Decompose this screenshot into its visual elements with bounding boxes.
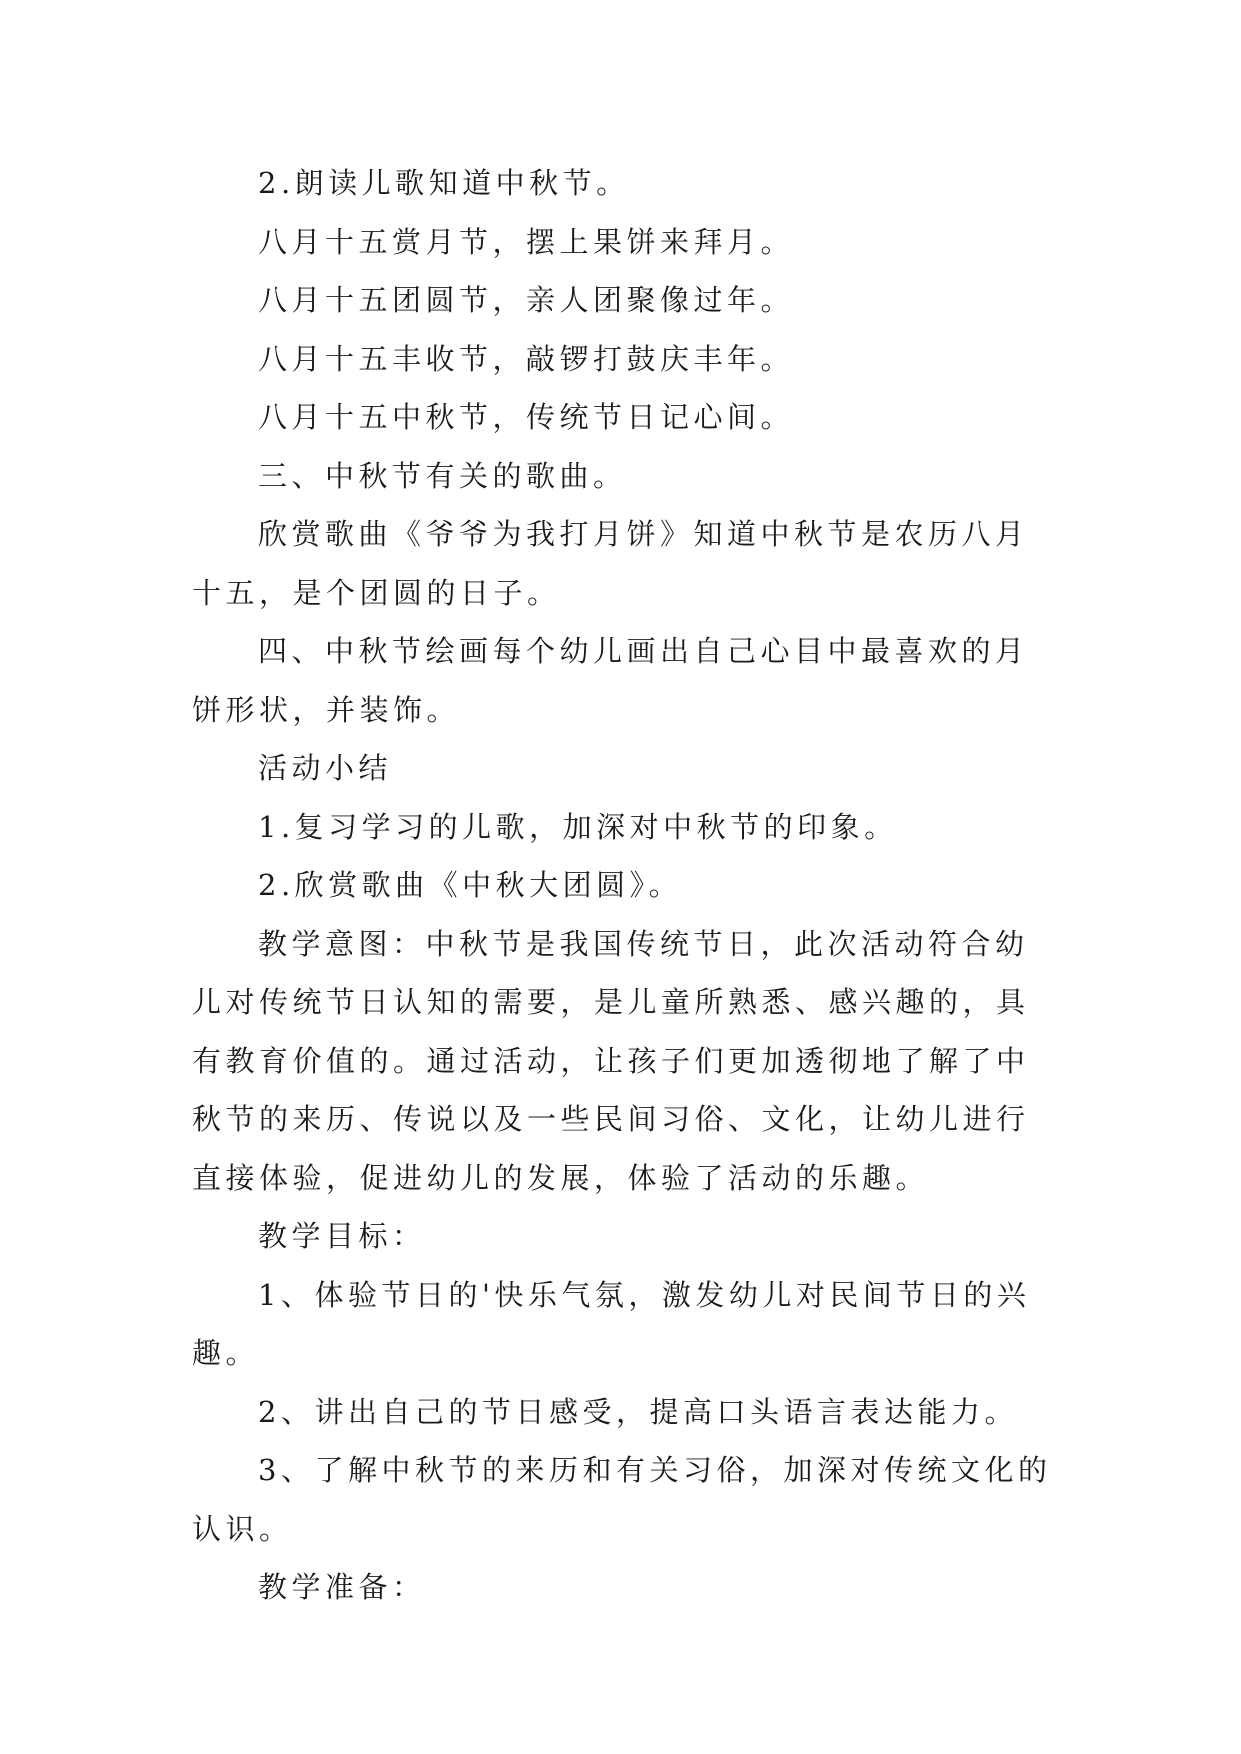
paragraph: 1、体验节日的'快乐气氛，激发幼儿对民间节日的兴趣。	[192, 1277, 1031, 1370]
section-heading: 活动小结	[258, 751, 393, 785]
paragraph: 3、了解中秋节的来历和有关习俗，加深对传统文化的认识。	[192, 1453, 1052, 1546]
section-heading: 四、中秋节绘画每个幼儿画出自己心目中最喜欢的月饼形状，并装饰。	[192, 634, 1029, 727]
document-body	[192, 154, 1054, 1617]
paragraph: 八月十五丰收节，敲锣打鼓庆丰年。	[258, 341, 795, 376]
paragraph: 八月十五团圆节，亲人团聚像过年。	[258, 283, 795, 317]
paragraph: 教学意图：中秋节是我国传统节日，此次活动符合幼儿对传统节日认知的需要，是儿童所熟悉、感兴趣的，具有教育价值的。通过活动，让孩子们更加透彻地了解了中秋节的来历、传说以及一些民间习俗、文化，让幼儿进行直接体验，促进幼儿的发展，体验了活动的乐趣。	[192, 926, 1030, 1195]
paragraph: 1.复习学习的儿歌，加深对中秋节的印象。	[258, 809, 898, 844]
paragraph: 2.欣赏歌曲《中秋大团圆》。	[258, 868, 683, 902]
section-heading: 教学目标：	[258, 1219, 426, 1253]
paragraph: 2.朗读儿歌知道中秋节。	[258, 166, 630, 200]
paragraph: 八月十五中秋节，传统节日记心间。	[258, 400, 795, 434]
section-heading: 三、中秋节有关的歌曲。	[258, 458, 627, 493]
paragraph: 欣赏歌曲《爷爷为我打月饼》知道中秋节是农历八月十五，是个团圆的日子。	[192, 517, 1029, 610]
paragraph: 2、讲出自己的节日感受，提高口头语言表达能力。	[258, 1394, 1018, 1429]
paragraph: 八月十五赏月节，摆上果饼来拜月。	[258, 224, 795, 259]
section-heading: 教学准备：	[258, 1570, 426, 1604]
